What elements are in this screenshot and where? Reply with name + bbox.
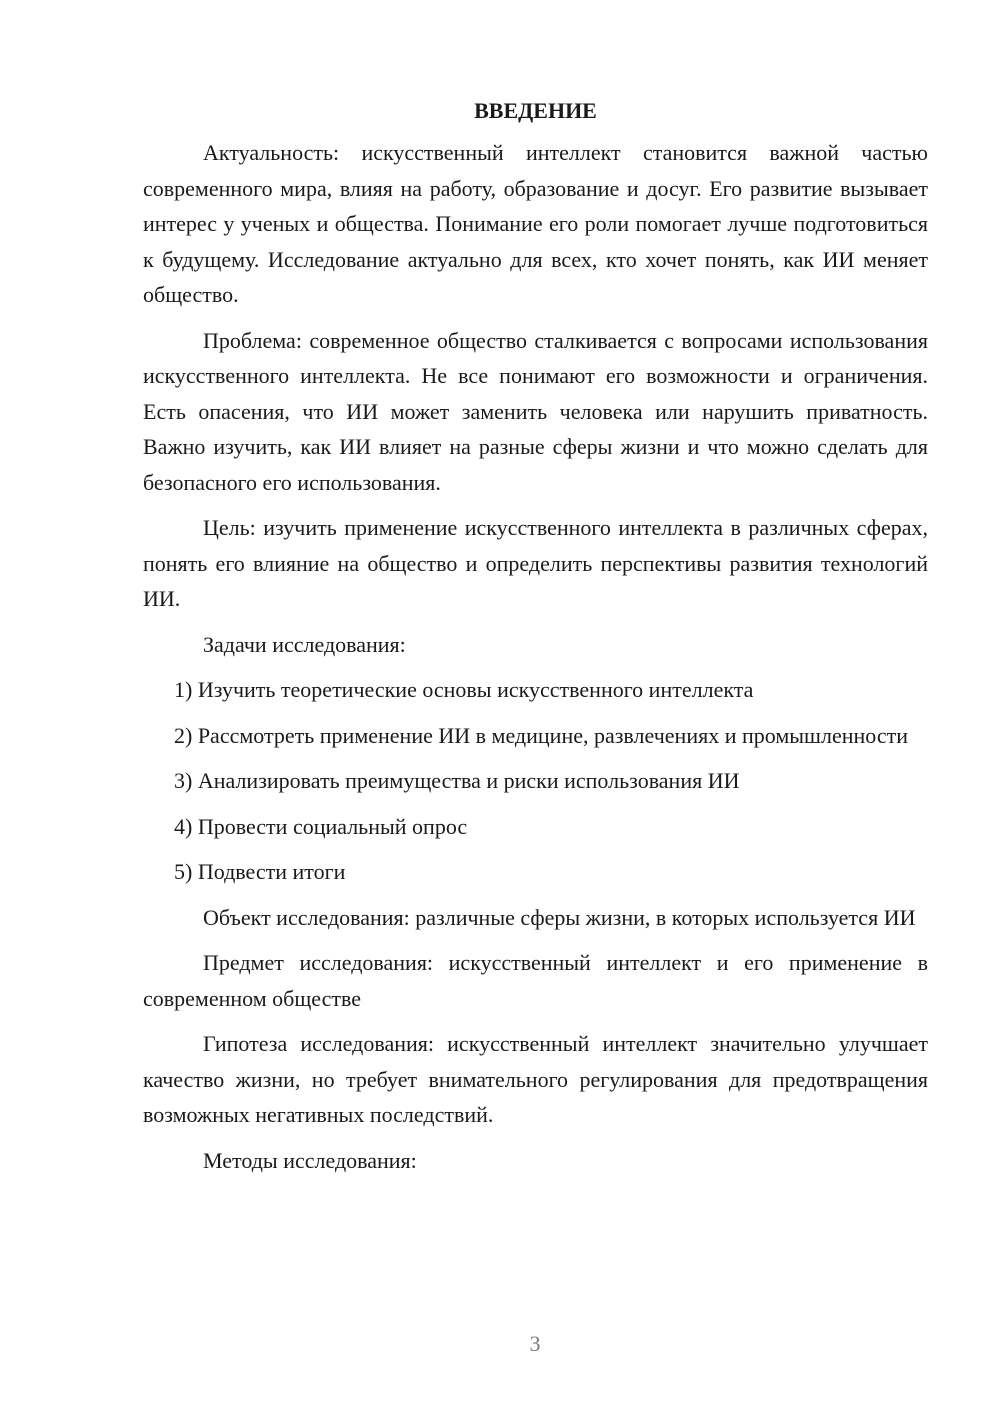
- hypothesis-paragraph: Гипотеза исследования: искусственный интеллект значительно улучшает качество жизни, но требует внимательного регулирования для предотвращения возможных негативных последствий.: [143, 1031, 928, 1127]
- document-page: [143, 95, 928, 1188]
- relevance-paragraph: Актуальность: искусственный интеллект становится важной частью современного мира, влияя на работу, образование и досуг. Его развитие вызывает интерес у ученых и общества. Понимание его роли помогает лучше подготовиться к будущему. Исследование актуально для всех, кто хочет понять, как ИИ меняет общество.: [143, 140, 928, 307]
- problem-paragraph: Проблема: современное общество сталкивается с вопросами использования искусственного интеллекта. Не все понимают его возможности и ограничения. Есть опасения, что ИИ может заменить человека или нарушить приватность. Важно изучить, как ИИ влияет на разные сферы жизни и что можно сделать для безопасного его использования.: [143, 327, 928, 495]
- task-item-1: 1) Изучить теоретические основы искусственного интеллекта: [174, 677, 754, 702]
- methods-heading: Методы исследования:: [203, 1147, 417, 1173]
- goal-paragraph: Цель: изучить применение искусственного интеллекта в различных сферах, понять его влияние на общество и определить перспективы развития технологий ИИ.: [143, 515, 928, 611]
- task-item-4: 4) Провести социальный опрос: [174, 813, 468, 839]
- subject-paragraph: Предмет исследования: искусственный интеллект и его применение в современном обществе: [143, 950, 928, 1011]
- tasks-heading: Задачи исследования:: [203, 631, 406, 657]
- page-title: ВВЕДЕНИЕ: [474, 98, 597, 123]
- page-number: 3: [529, 1331, 541, 1356]
- task-item-2: 2) Рассмотреть применение ИИ в медицине, развлечениях и промышленности: [174, 722, 908, 748]
- task-item-5: 5) Подвести итоги: [174, 859, 346, 884]
- task-item-3: 3) Анализировать преимущества и риски использования ИИ: [174, 768, 740, 793]
- object-paragraph: Объект исследования: различные сферы жизни, в которых используется ИИ: [203, 904, 916, 930]
